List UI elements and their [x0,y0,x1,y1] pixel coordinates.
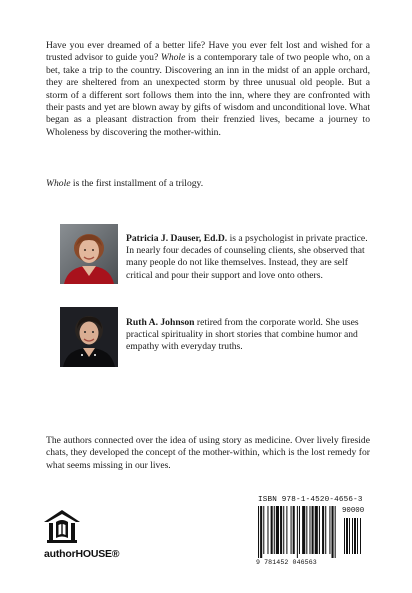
barcode-bar [276,506,279,554]
bio-ruth [126,317,372,354]
author-photo-ruth [60,307,118,367]
barcode-bar [322,506,324,554]
barcode-addon-bar [349,518,350,554]
barcode-bar [274,506,275,554]
barcode-addon-bar [354,518,356,554]
barcode-bar [263,506,264,554]
authors-note: The authors connected over the idea of using story as medicine. Over lively fireside chats, they developed the concept of the mother-within, which is the lost remedy for what seems missing in our lives. [46,435,370,471]
barcode-addon-bar [344,518,345,554]
barcode-addon-bar [352,518,353,554]
barcode-bar [286,506,287,554]
bio-text: retired from the corporate world. She uses practical spirituality in short stories that combine humor and empathy with everyday truths. [126,317,359,353]
barcode-bar [258,506,259,558]
barcode-bar [319,506,320,554]
barcode-bar [283,506,284,554]
ean-digits: 9 781452 046563 [256,559,317,566]
barcode-bar [315,506,318,554]
bio-name: Ruth A. Johnson [126,317,195,328]
barcode-addon-bar [357,518,358,554]
bio-name: Patricia J. Dauser, Ed.D. [126,233,228,244]
barcode-bar [291,506,292,554]
price-code: 90000 [342,507,365,515]
barcode-bar [299,506,300,554]
trilogy-text: is the first installment of a trilogy. [70,178,204,189]
barcode-bar [267,506,268,554]
author-photo-patricia [60,224,118,284]
barcode-bar [306,506,307,554]
barcode-addon-bar [360,518,361,554]
barcode-bar [260,506,262,558]
trilogy-note [46,178,370,190]
barcode-bar [335,506,336,558]
barcode-bar [309,506,310,554]
publisher-wordmark: authorHOUSE® [44,548,120,560]
barcode-bar [293,506,295,554]
book-title-italic: Whole [160,52,186,64]
isbn-text: ISBN 978-1-4520-4656-3 [258,496,363,504]
barcode-bar [297,506,298,558]
trilogy-title-italic: Whole [46,178,71,189]
barcode-bar [271,506,273,554]
barcode-bar [280,506,282,554]
barcode-bar [325,506,326,554]
barcode-bar [302,506,305,554]
barcode-bar [329,506,330,554]
bio-text: is a psychologist in private practice. In nearly four decades of counseling clients, she observed that many people do not like themselves. Instead, they are self critical and pour their support and love onto others. [126,233,368,281]
bio-patricia [126,233,372,282]
blurb-paragraph [46,40,370,139]
barcode-bar [332,506,334,558]
barcode-addon-bar [346,518,348,554]
barcode-bar [312,506,314,554]
blurb-body: is a contemporary tale of two people who, on a bet, take a trip to the country. Discovering an inn in the midst of an apple orchard, they are sheltered from an unexpected storm by three unusual old people. But a storm of a different sort follows them into the inn, where they are confronted with their pasts and yet are blown away by gifts of wisdom and unconditional love. What began as a pleasant distraction from their frenzied lives, became a journey to Wholeness by discovering the mother-within. [46,52,370,138]
blurb-intro: Have you ever dreamed of a better life? Have you ever felt lost and wished for a trusted advisor to guide you? [46,40,370,64]
